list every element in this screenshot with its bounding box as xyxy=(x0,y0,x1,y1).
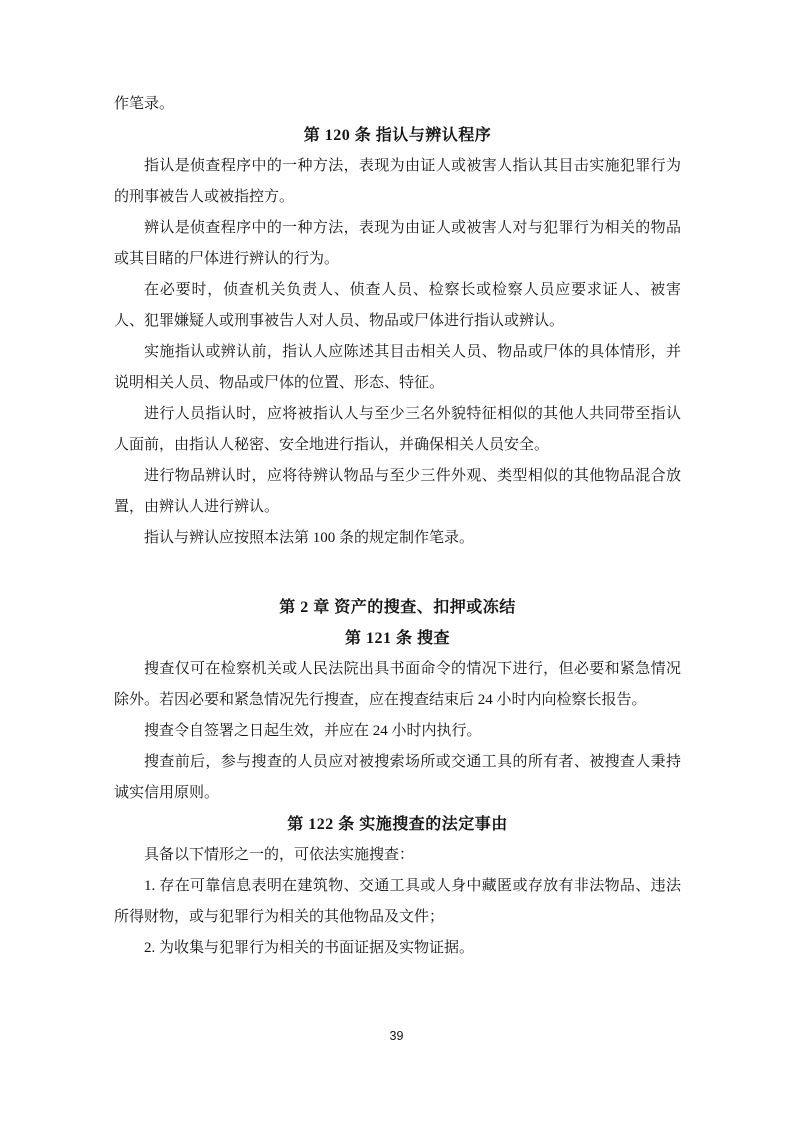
paragraph-continuation: 作笔录。 xyxy=(114,96,175,112)
paragraph: 指认与辨认应按照本法第 100 条的规定制作笔录。 xyxy=(144,530,475,546)
paragraph: 实施指认或辨认前，指认人应陈述其目击相关人员、物品或尸体的具体情形，并说明相关人员、物品或尸体的位置、形态、特征。 xyxy=(114,344,681,391)
paragraph: 在必要时，侦查机关负责人、侦查人员、检察长或检察人员应要求证人、被害人、犯罪嫌疑人或刑事被告人对人员、物品或尸体进行指认或辨认。 xyxy=(114,282,681,329)
article-heading-122: 第 122 条 实施搜查的法定事由 xyxy=(287,816,508,833)
list-item: 1. 存在可靠信息表明在建筑物、交通工具或人身中藏匿或存放有非法物品、违法所得财物，或与犯罪行为相关的其他物品及文件； xyxy=(114,878,681,925)
article-heading-121: 第 121 条 搜查 xyxy=(344,630,450,647)
paragraph: 搜查仅可在检察机关或人民法院出具书面命令的情况下进行，但必要和紧急情况除外。若因必要和紧急情况先行搜查，应在搜查结束后 24 小时内向检察长报告。 xyxy=(114,661,681,708)
page-number: 39 xyxy=(389,1029,404,1043)
paragraph: 搜查令自签署之日起生效，并应在 24 小时内执行。 xyxy=(144,723,482,739)
chapter-heading-2: 第 2 章 资产的搜查、扣押或冻结 xyxy=(279,599,516,616)
list-item: 2. 为收集与犯罪行为相关的书面证据及实物证据。 xyxy=(144,940,475,956)
paragraph: 进行人员指认时，应将被指认人与至少三名外貌特征相似的其他人共同带至指认人面前，由指认人秘密、安全地进行指认，并确保相关人员安全。 xyxy=(114,406,681,453)
paragraph: 辨认是侦查程序中的一种方法，表现为由证人或被害人对与犯罪行为相关的物品或其目睹的尸体进行辨认的行为。 xyxy=(114,220,681,267)
article-heading-120: 第 120 条 指认与辨认程序 xyxy=(303,127,492,144)
paragraph: 进行物品辨认时，应将待辨认物品与至少三件外观、类型相似的其他物品混合放置，由辨认人进行辨认。 xyxy=(114,468,681,515)
paragraph: 指认是侦查程序中的一种方法，表现为由证人或被害人指认其目击实施犯罪行为的刑事被告人或被指控方。 xyxy=(114,158,681,205)
document-content xyxy=(114,89,681,964)
paragraph: 搜查前后，参与搜查的人员应对被搜索场所或交通工具的所有者、被搜查人秉持诚实信用原则。 xyxy=(114,754,681,801)
paragraph: 具备以下情形之一的，可依法实施搜查： xyxy=(144,847,415,863)
